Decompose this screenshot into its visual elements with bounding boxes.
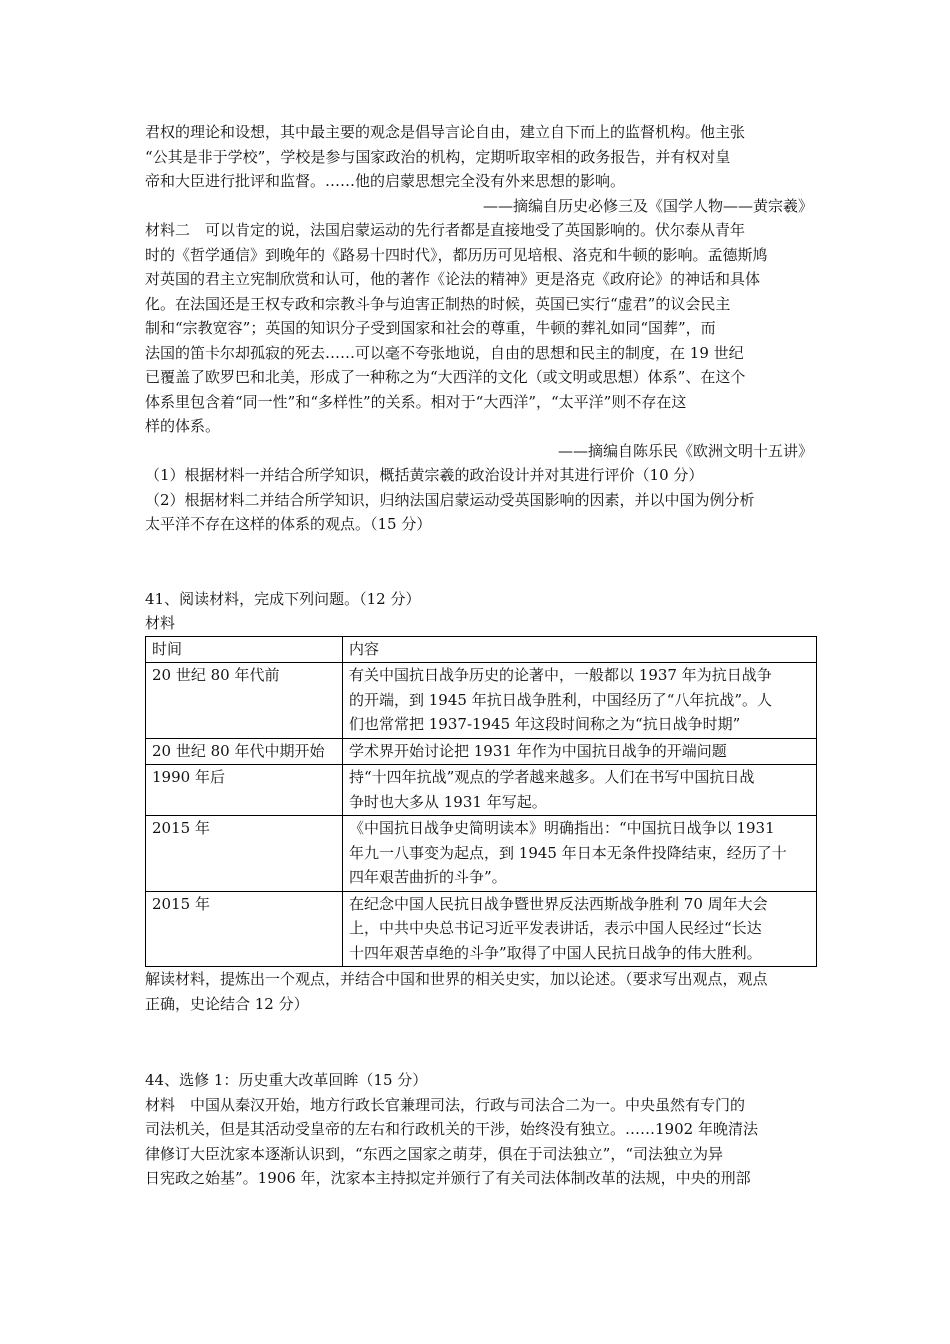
cell-line: 十四年艰苦卓绝的斗争”取得了中国人民抗日战争的伟大胜利。 xyxy=(349,943,762,962)
q41-heading: 41、阅读材料，完成下列问题。（12 分） xyxy=(145,589,421,608)
source-citation: ——摘编自陈乐民《欧洲文明十五讲》 xyxy=(557,441,813,460)
q44-section xyxy=(145,1068,813,1191)
cell-line: 四年艰苦曲折的斗争”。 xyxy=(349,868,507,886)
cell-content xyxy=(343,891,817,967)
table-row xyxy=(146,891,817,967)
cell-content xyxy=(343,765,817,816)
q41-section xyxy=(145,587,813,1017)
cell-time: 1990 年后 xyxy=(146,765,343,816)
cell-line: 有关中国抗日战争历史的论著中，一般都以 1937 年为抗日战争 xyxy=(349,666,772,684)
text-line: “公其是非于学校”，学校是参与国家政治的机构，定期听取宰相的政务报告，并有权对皇 xyxy=(145,147,731,166)
cell-line: 们也常常把 1937-1945 年这段时间称之为“抗日战争时期” xyxy=(349,715,741,733)
question-2-line: 太平洋不存在这样的体系的观点。（15 分） xyxy=(145,515,432,533)
text-line: 体系里包含着“同一性”和“多样性”的关系。相对于“大西洋”，“太平洋”则不存在这 xyxy=(145,392,687,411)
cell-line: 持“十四年抗战”观点的学者越来越多。人们在书写中国抗日战 xyxy=(349,768,755,786)
text-line: 化。在法国还是王权专政和宗教斗争与迫害正制热的时候，英国已实行“虚君”的议会民主 xyxy=(145,294,731,313)
q40-material-1 xyxy=(145,120,813,218)
cell-content xyxy=(343,663,817,739)
timeline-table xyxy=(145,636,817,968)
text-line: 对英国的君主立宪制欣赏和认可，他的著作《论法的精神》更是洛克《政府论》的神话和具体 xyxy=(145,270,761,288)
q44-heading: 44、选修 1：历史重大改革回眸（15 分） xyxy=(145,1071,428,1089)
text-line: 时的《哲学通信》到晚年的《路易十四时代》，都历历可见培根、洛克和牛顿的影响。孟德斯鸠 xyxy=(145,245,768,264)
header-time: 时间 xyxy=(146,636,343,663)
text-line: 法国的笛卡尔却孤寂的死去……可以毫不夸张地说，自由的思想和民主的制度，在 19 世纪 xyxy=(145,343,744,362)
table-row xyxy=(146,765,817,816)
text-line: 帝和大臣进行批评和监督。……他的启蒙思想完全没有外来思想的影响。 xyxy=(145,172,626,190)
cell-time: 2015 年 xyxy=(146,891,343,967)
document-page xyxy=(145,120,813,1191)
cell-time: 20 世纪 80 年代前 xyxy=(146,663,343,739)
q40-material-2 xyxy=(145,218,813,463)
instruction-line: 正确，史论结合 12 分） xyxy=(145,994,309,1013)
cell-line: 的开端，到 1945 年抗日战争胜利，中国经历了“八年抗战”。人 xyxy=(349,690,773,709)
cell-time: 20 世纪 80 年代中期开始 xyxy=(146,738,343,765)
table-row xyxy=(146,816,817,892)
text-line: 司法机关，但是其活动受皇帝的左右和行政机关的干涉，始终没有独立。……1902 年晚清法 xyxy=(145,1120,758,1138)
cell-line: 争时也大多从 1931 年写起。 xyxy=(349,792,547,811)
cell-time: 2015 年 xyxy=(146,816,343,892)
cell-line: 上，中共中央总书记习近平发表讲话，表示中国人民经过“长达 xyxy=(349,919,762,937)
text-line: 材料二 可以肯定的说，法国启蒙运动的先行者都是直接地受了英国影响的。伏尔泰从青年 xyxy=(145,221,746,239)
cell-line: 《中国抗日战争史简明读本》明确指出：“中国抗日战争以 1931 xyxy=(349,819,775,837)
table-row xyxy=(146,663,817,739)
table-header-row xyxy=(146,636,817,663)
text-line: 样的体系。 xyxy=(145,417,221,435)
text-line: 律修订大臣沈家本逐渐认识到，“东西之国家之萌芽，俱在于司法独立”，“司法独立为异 xyxy=(145,1144,724,1163)
question-2-line: （2）根据材料二并结合所学知识，归纳法国启蒙运动受英国影响的因素，并以中国为例分析 xyxy=(145,490,755,509)
question-1: （1）根据材料一并结合所学知识，概括黄宗羲的政治设计并对其进行评价（10 分） xyxy=(145,466,704,484)
source-citation: ——摘编自历史必修三及《国学人物——黄宗羲》 xyxy=(482,196,813,215)
text-line: 材料 中国从秦汉开始，地方行政长官兼理司法，行政与司法合二为一。中央虽然有专门的 xyxy=(145,1095,746,1114)
cell-line: 学术界开始讨论把 1931 年作为中国抗日战争的开端问题 xyxy=(349,741,727,760)
cell-line: 年九一八事变为起点，到 1945 年日本无条件投降结束，经历了十 xyxy=(349,843,787,862)
cell-content xyxy=(343,738,817,765)
table-row xyxy=(146,738,817,765)
text-line: 已覆盖了欧罗巴和北美，形成了一种称之为“大西洋的文化（或文明或思想）体系”、在这个 xyxy=(145,368,746,386)
cell-content xyxy=(343,816,817,892)
header-content: 内容 xyxy=(343,636,817,663)
cell-line: 在纪念中国人民抗日战争暨世界反法西斯战争胜利 70 周年大会 xyxy=(349,894,768,913)
text-line: 制和“宗教宽容”；英国的知识分子受到国家和社会的尊重，牛顿的葬礼如同“国葬”，而 xyxy=(145,319,716,337)
instruction-line: 解读材料，提炼出一个观点，并结合中国和世界的相关史实，加以论述。（要求写出观点，观点 xyxy=(145,970,768,988)
material-label: 材料 xyxy=(145,614,176,632)
text-line: 君权的理论和设想，其中最主要的观念是倡导言论自由，建立自下而上的监督机构。他主张 xyxy=(145,123,746,141)
text-line: 日宪政之始基”。1906 年，沈家本主持拟定并颁行了有关司法体制改革的法规，中央的刑部 xyxy=(145,1169,751,1187)
q40-questions xyxy=(145,463,813,537)
